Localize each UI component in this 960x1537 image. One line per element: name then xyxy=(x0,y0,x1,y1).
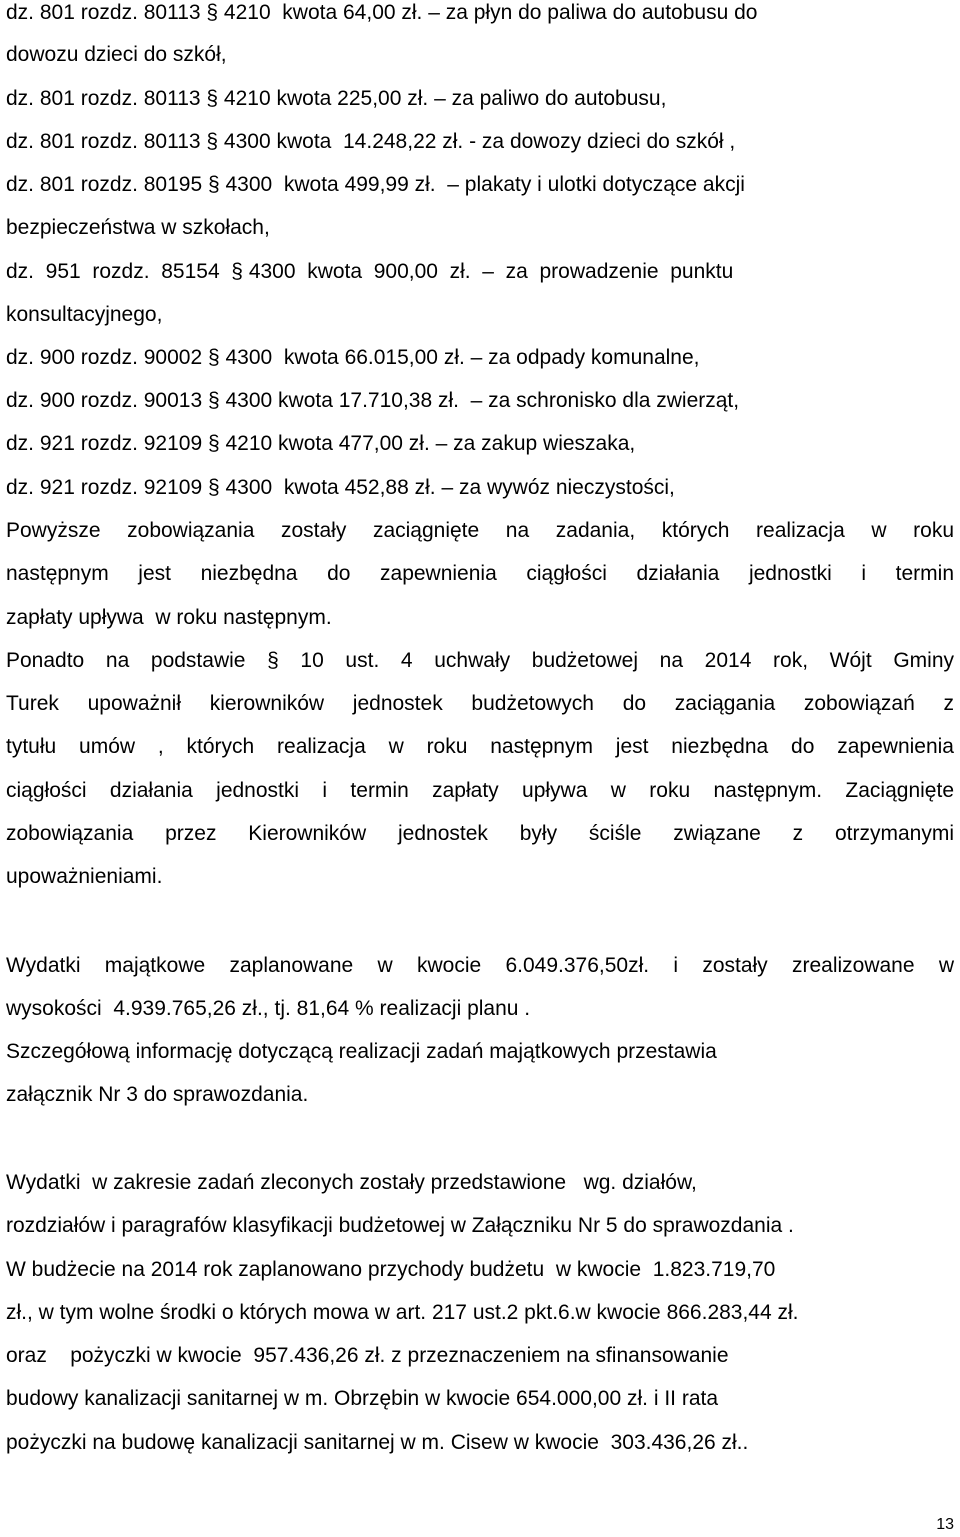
text-line: zł., w tym wolne środki o których mowa w art. 217 ust.2 pkt.6.w kwocie 866.283,44 zł. xyxy=(6,1301,799,1324)
text-line: Szczegółową informację dotyczącą realizacji zadań majątkowych przestawia xyxy=(6,1040,717,1063)
text-line: ciągłości działania jednostki i termin zapłaty upływa w roku następnym. Zaciągnięte xyxy=(6,779,954,802)
text-line: Ponadto na podstawie § 10 ust. 4 uchwały budżetowej na 2014 rok, Wójt Gminy xyxy=(6,649,954,672)
text-line: następnym jest niezbędna do zapewnienia ciągłości działania jednostki i termin xyxy=(6,562,954,585)
text-line: rozdziałów i paragrafów klasyfikacji budżetowej w Załączniku Nr 5 do sprawozdania . xyxy=(6,1214,794,1237)
text-line: W budżecie na 2014 rok zaplanowano przychody budżetu w kwocie 1.823.719,70 xyxy=(6,1258,776,1281)
text-line: zapłaty upływa w roku następnym. xyxy=(6,606,332,629)
text-line: Wydatki w zakresie zadań zleconych zostały przedstawione wg. działów, xyxy=(6,1171,697,1194)
text-line: Wydatki majątkowe zaplanowane w kwocie 6.049.376,50zł. i zostały zrealizowane w xyxy=(6,954,954,977)
text-line: dz. 801 rozdz. 80113 § 4210 kwota 225,00 zł. – za paliwo do autobusu, xyxy=(6,87,667,110)
text-line: wysokości 4.939.765,26 zł., tj. 81,64 % realizacji planu . xyxy=(6,997,531,1020)
text-line: oraz pożyczki w kwocie 957.436,26 zł. z przeznaczeniem na sfinansowanie xyxy=(6,1344,729,1367)
text-line: konsultacyjnego, xyxy=(6,303,163,326)
text-line: tytułu umów , których realizacja w roku następnym jest niezbędna do zapewnienia xyxy=(6,735,954,758)
text-line: dz. 900 rozdz. 90013 § 4300 kwota 17.710,38 zł. – za schronisko dla zwierząt, xyxy=(6,389,740,412)
page-number: 13 xyxy=(936,1516,954,1533)
text-line: załącznik Nr 3 do sprawozdania. xyxy=(6,1083,309,1106)
text-line: Turek upoważnił kierowników jednostek budżetowych do zaciągania zobowiązań z xyxy=(6,692,954,715)
text-line: upoważnieniami. xyxy=(6,865,163,888)
text-line: dz. 921 rozdz. 92109 § 4210 kwota 477,00 zł. – za zakup wieszaka, xyxy=(6,432,636,455)
text-line: zobowiązania przez Kierowników jednostek były ściśle związane z otrzymanymi xyxy=(6,822,954,845)
text-line: dz. 801 rozdz. 80113 § 4210 kwota 64,00 zł. – za płyn do paliwa do autobusu do xyxy=(6,1,758,24)
text-line: pożyczki na budowę kanalizacji sanitarnej w m. Cisew w kwocie 303.436,26 zł.. xyxy=(6,1431,749,1454)
text-line: budowy kanalizacji sanitarnej w m. Obrzębin w kwocie 654.000,00 zł. i II rata xyxy=(6,1387,719,1410)
text-line: Powyższe zobowiązania zostały zaciągnięte na zadania, których realizacja w roku xyxy=(6,519,954,542)
text-line: bezpieczeństwa w szkołach, xyxy=(6,216,270,239)
text-line: dz. 921 rozdz. 92109 § 4300 kwota 452,88 zł. – za wywóz nieczystości, xyxy=(6,476,675,499)
text-line: dz. 801 rozdz. 80195 § 4300 kwota 499,99 zł. – plakaty i ulotki dotyczące akcji xyxy=(6,173,745,196)
text-line: dowozu dzieci do szkół, xyxy=(6,43,227,66)
text-line: dz. 900 rozdz. 90002 § 4300 kwota 66.015,00 zł. – za odpady komunalne, xyxy=(6,346,700,369)
text-line: dz. 801 rozdz. 80113 § 4300 kwota 14.248,22 zł. - za dowozy dzieci do szkół , xyxy=(6,130,736,153)
text-line: dz. 951 rozdz. 85154 § 4300 kwota 900,00 zł. – za prowadzenie punktu xyxy=(6,260,734,283)
